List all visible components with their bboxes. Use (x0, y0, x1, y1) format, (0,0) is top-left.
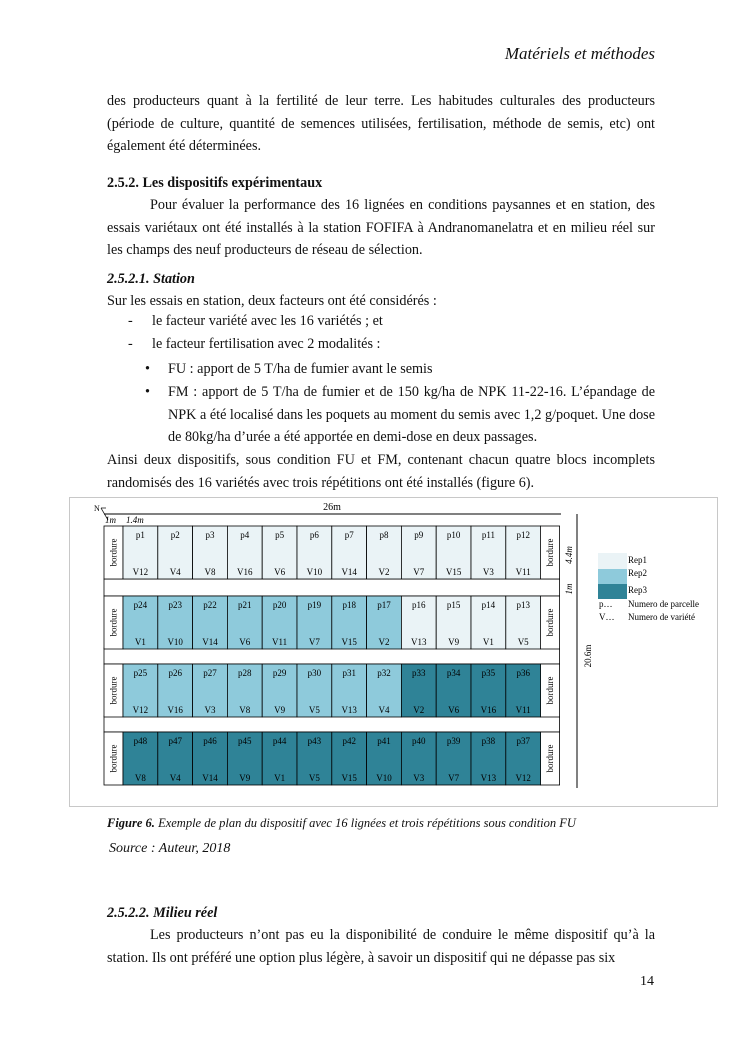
plot-number: p41 (377, 736, 391, 746)
variety-number: V6 (239, 637, 251, 647)
variety-number: V14 (202, 637, 218, 647)
variety-number: V6 (274, 567, 286, 577)
alley (104, 716, 560, 732)
figure-6-frame (69, 497, 718, 807)
border-label: bordure (545, 676, 556, 705)
variety-number: V3 (482, 567, 494, 577)
section-2-5-2-title: 2.5.2. Les dispositifs expérimentaux (107, 175, 323, 191)
plot-number: p40 (412, 736, 426, 746)
variety-number: V4 (169, 567, 181, 577)
legend-rep3-label: Rep3 (628, 585, 647, 595)
plot-number: p23 (168, 600, 182, 610)
variety-number: V15 (341, 637, 357, 647)
variety-number: V15 (341, 773, 357, 783)
variety-number: V1 (134, 637, 146, 647)
border-label: bordure (108, 538, 119, 567)
plot-number: p46 (203, 736, 217, 746)
variety-number: V8 (134, 773, 146, 783)
plot-width-label: 1.4m (126, 515, 144, 525)
plot-number: p45 (238, 736, 252, 746)
variety-number: V3 (204, 705, 216, 715)
legend-rep1-label: Rep1 (628, 555, 647, 565)
plot-number: p44 (272, 736, 287, 746)
variety-number: V6 (448, 705, 460, 715)
variety-number: V9 (448, 637, 460, 647)
variety-number: V12 (132, 567, 149, 577)
border-label: bordure (545, 538, 556, 567)
variety-number: V2 (378, 637, 390, 647)
height-label: 20.6m (583, 644, 593, 668)
plot-number: p15 (446, 600, 461, 610)
section-2-5-2-2-paragraph: Les producteurs n’ont pas eu la disponibilité de conduire le même dispositif qu’à la station. Ils ont préféré une option plus légère, à savoir un dispositif qui ne dépasse pas six (107, 927, 655, 966)
variety-number: V7 (413, 567, 425, 577)
variety-number: V2 (378, 567, 390, 577)
alley-width-label: 1m (564, 583, 574, 595)
dash-mark: - (128, 313, 133, 329)
variety-number: V1 (274, 773, 286, 783)
plot-number: p8 (379, 530, 389, 540)
variety-number: V13 (341, 705, 357, 715)
border-label: bordure (108, 676, 119, 705)
station-conclusion: Ainsi deux dispositifs, sous condition FU et FM, contenant chacun quatre blocs incomplets randomisés des 16 variétés avec trois répétitions ont été installés (figure 6). (107, 452, 655, 491)
plot-number: p4 (240, 530, 250, 540)
plot-number: p29 (272, 668, 287, 678)
variety-number: V10 (376, 773, 392, 783)
variety-number: V11 (515, 705, 531, 715)
variety-number: V16 (237, 567, 253, 577)
variety-number: V8 (239, 705, 251, 715)
section-2-5-2-1-title: 2.5.2.1. Station (107, 271, 195, 287)
north-label: N (94, 504, 100, 513)
plot-number: p17 (377, 600, 391, 610)
plot-number: p2 (170, 530, 180, 540)
variety-number: V7 (448, 773, 460, 783)
figure-caption-text: Exemple de plan du dispositif avec 16 lignées et trois répétitions sous condition FU (154, 816, 576, 830)
variety-number: V14 (341, 567, 357, 577)
variety-number: V10 (306, 567, 323, 577)
variety-number: V14 (202, 773, 218, 783)
legend-v-key: V… (599, 612, 615, 622)
legend-rep3-swatch (598, 584, 627, 599)
plot-number: p38 (481, 736, 496, 746)
plot-number: p16 (412, 600, 426, 610)
station-intro: Sur les essais en station, deux facteurs ont été considérés : (107, 293, 437, 309)
plot-number: p32 (377, 668, 391, 678)
plot-length-label: 4.4m (564, 546, 574, 564)
variety-number: V5 (517, 637, 529, 647)
legend-p-key: p… (599, 599, 613, 609)
plot-number: p3 (205, 530, 215, 540)
plot-number: p6 (309, 530, 319, 540)
variety-number: V16 (480, 705, 497, 715)
legend-rep2-label: Rep2 (628, 568, 647, 578)
dash-mark: - (128, 336, 133, 352)
plot-number: p13 (516, 600, 530, 610)
plot-number: p35 (481, 668, 496, 678)
legend-v-desc: Numero de variété (628, 612, 695, 622)
intro-paragraph: des producteurs quant à la fertilité de leur terre. Les habitudes culturales des producteurs (période de culture, quantité de semences utilisées, fertilisation, méthode de semis, etc) ont également été déterminées. (107, 93, 655, 155)
plot-number: p10 (446, 530, 461, 540)
blocks-group (104, 526, 560, 785)
variety-number: V7 (308, 637, 320, 647)
variety-number: V1 (482, 637, 494, 647)
alley (104, 648, 560, 664)
plot-number: p37 (516, 736, 530, 746)
plot-number: p5 (275, 530, 285, 540)
plot-number: p48 (133, 736, 148, 746)
figure-caption-label: Figure 6. (107, 816, 155, 830)
variety-number: V16 (167, 705, 183, 715)
variety-number: V9 (239, 773, 251, 783)
plot-number: p30 (307, 668, 322, 678)
plot-number: p7 (344, 530, 354, 540)
section-2-5-2-2-title: 2.5.2.2. Milieu réel (107, 905, 218, 921)
plot-number: p25 (133, 668, 148, 678)
plot-number: p42 (342, 736, 356, 746)
alley (104, 579, 560, 596)
plot-number: p1 (135, 530, 145, 540)
plot-number: p19 (307, 600, 322, 610)
plot-number: p34 (446, 668, 461, 678)
plot-number: p43 (307, 736, 322, 746)
figure-caption (107, 816, 576, 831)
width-label: 26m (323, 502, 341, 513)
plot-number: p21 (238, 600, 252, 610)
legend-rep2-swatch (598, 569, 627, 584)
plot-number: p18 (342, 600, 356, 610)
plot-number: p36 (516, 668, 530, 678)
variety-number: V5 (308, 773, 320, 783)
plot-number: p33 (412, 668, 426, 678)
bullet-fm (145, 381, 655, 449)
variety-number: V9 (274, 705, 286, 715)
variety-number: V2 (413, 705, 425, 715)
plot-number: p12 (516, 530, 530, 540)
variety-number: V3 (413, 773, 425, 783)
variety-number: V13 (411, 637, 427, 647)
legend-p-desc: Numero de parcelle (628, 599, 699, 609)
plot-number: p31 (342, 668, 356, 678)
running-header: Matériels et méthodes (504, 44, 655, 63)
bullet-icon: • (145, 384, 150, 400)
dash-item-text: le facteur fertilisation avec 2 modalités : (152, 336, 381, 352)
border-label: bordure (108, 744, 119, 773)
plot-number: p24 (133, 600, 148, 610)
variety-number: V4 (378, 705, 390, 715)
bullet-icon: • (145, 361, 150, 377)
legend-rep1-swatch (598, 553, 627, 569)
variety-number: V11 (515, 567, 531, 577)
plot-number: p20 (272, 600, 287, 610)
bullet-text: FM : apport de 5 T/ha de fumier et de 150 kg/ha de NPK 11-22-16. L’épandage de NPK a été localisé dans les poquets au moment du semis avec 1,2 g/poquet. Une dose de 80kg/ha d’urée a été apportée en demi-dose en deux passages. (168, 384, 655, 446)
border-label: bordure (108, 608, 119, 637)
variety-number: V4 (169, 773, 181, 783)
variety-number: V10 (167, 637, 183, 647)
border-width-label: 1m (105, 515, 116, 525)
variety-number: V5 (308, 705, 320, 715)
plot-number: p27 (203, 668, 217, 678)
plot-number: p9 (414, 530, 424, 540)
bullet-text: FU : apport de 5 T/ha de fumier avant le semis (168, 361, 433, 377)
bullet-fu (145, 358, 655, 381)
variety-number: V13 (480, 773, 497, 783)
page-number: 14 (640, 974, 654, 989)
plot-number: p39 (446, 736, 461, 746)
variety-number: V15 (445, 567, 462, 577)
border-label: bordure (545, 744, 556, 773)
variety-number: V8 (204, 567, 216, 577)
plot-number: p14 (481, 600, 496, 610)
section-2-5-2-paragraph: Pour évaluer la performance des 16 lignées en conditions paysannes et en station, des essais variétaux ont été installés à la station FOFIFA à Andranomanelatra et en milieu réel sur les champs des neuf producteurs de réseau de sélection. (107, 197, 655, 259)
variety-number: V12 (515, 773, 531, 783)
plot-number: p28 (238, 668, 252, 678)
figure-source: Source : Auteur, 2018 (109, 841, 231, 856)
plot-number: p22 (203, 600, 217, 610)
plot-number: p47 (168, 736, 182, 746)
plot-number: p26 (168, 668, 182, 678)
border-label: bordure (545, 608, 556, 637)
dash-item-text: le facteur variété avec les 16 variétés ; et (152, 313, 383, 329)
experimental-plan-diagram (70, 498, 717, 806)
variety-number: V11 (272, 637, 288, 647)
variety-number: V12 (132, 705, 149, 715)
plot-number: p11 (481, 530, 495, 540)
